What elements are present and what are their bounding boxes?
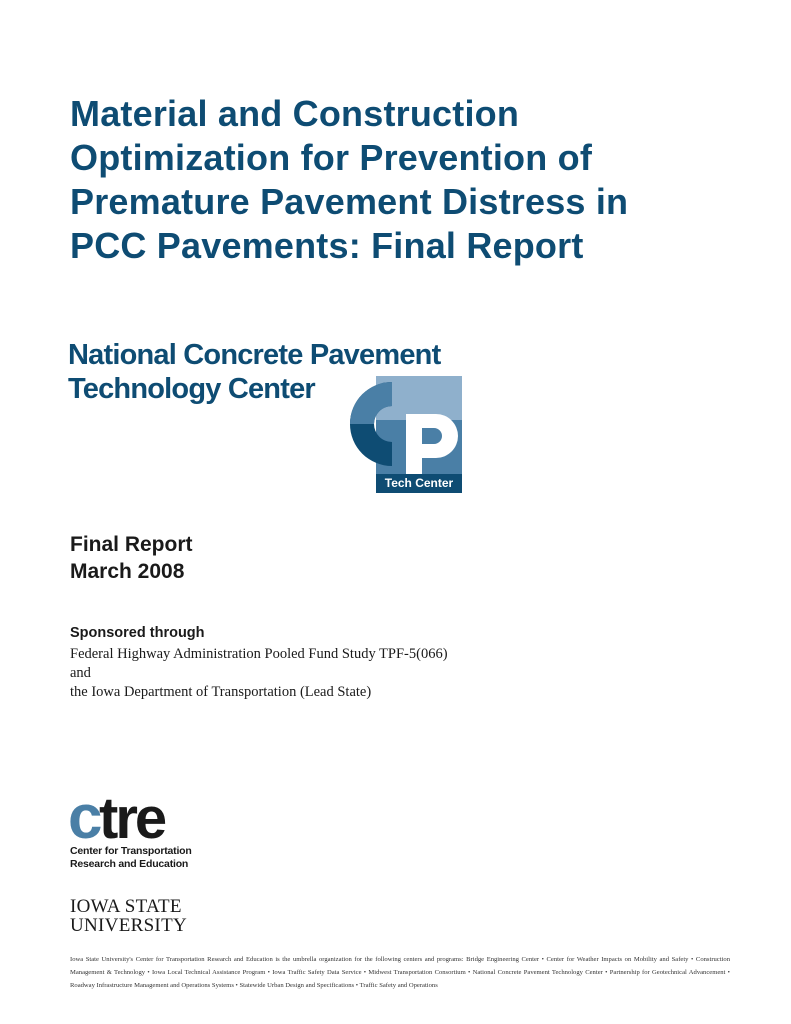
footer-programs-text: Iowa State University's Center for Transportation Research and Education is the umbrella organization for the following centers and programs: Bridge Engineering Center • Center for Weather Impacts on Mobility and Safety • Construction Management & Technology • Iowa Local Technical Assistance Program • Iowa Traffic Safety Data Service • Midwest Transportation Consortium • National Concrete Pavement Technology Center • Partnership for Geotechnical Advancement • Roadway Infrastructure Management and Operations Systems • Statewide Urban Design and Specifications • Traffic Safety and Operations — [70, 956, 730, 989]
sponsor-line: the Iowa Department of Transportation (Lead State) — [70, 684, 372, 700]
ncpt-name-line: National Concrete Pavement — [68, 339, 441, 371]
ncpt-name-line: Technology Center — [68, 373, 315, 405]
tech-center-label: Tech Center — [384, 476, 454, 490]
sponsor-heading: Sponsored through — [70, 625, 205, 641]
isu-line: UNIVERSITY — [70, 915, 187, 936]
ctre-logo-tre: tre — [99, 788, 165, 844]
title-line: Optimization for Prevention of — [70, 137, 593, 178]
isu-line: IOWA STATE — [70, 896, 182, 917]
title-line: PCC Pavements: Final Report — [70, 225, 584, 266]
sponsor-lines — [70, 645, 448, 702]
title-line: Material and Construction — [70, 93, 520, 134]
sponsor-line: and — [70, 665, 91, 681]
iowa-state-university-wordmark — [70, 897, 187, 935]
sponsor-line: Federal Highway Administration Pooled Fund Study TPF-5(066) — [70, 646, 448, 662]
ctre-desc-line: Research and Education — [70, 858, 189, 870]
report-date: March 2008 — [70, 560, 185, 583]
report-type: Final Report — [70, 533, 193, 556]
ctre-logo-c: c — [68, 788, 99, 844]
ctre-desc-line: Center for Transportation — [70, 845, 192, 857]
report-title — [70, 92, 730, 268]
ctre-logo-icon — [68, 788, 190, 844]
ctre-description — [70, 845, 192, 871]
title-line: Premature Pavement Distress in — [70, 181, 629, 222]
report-info — [70, 531, 193, 585]
